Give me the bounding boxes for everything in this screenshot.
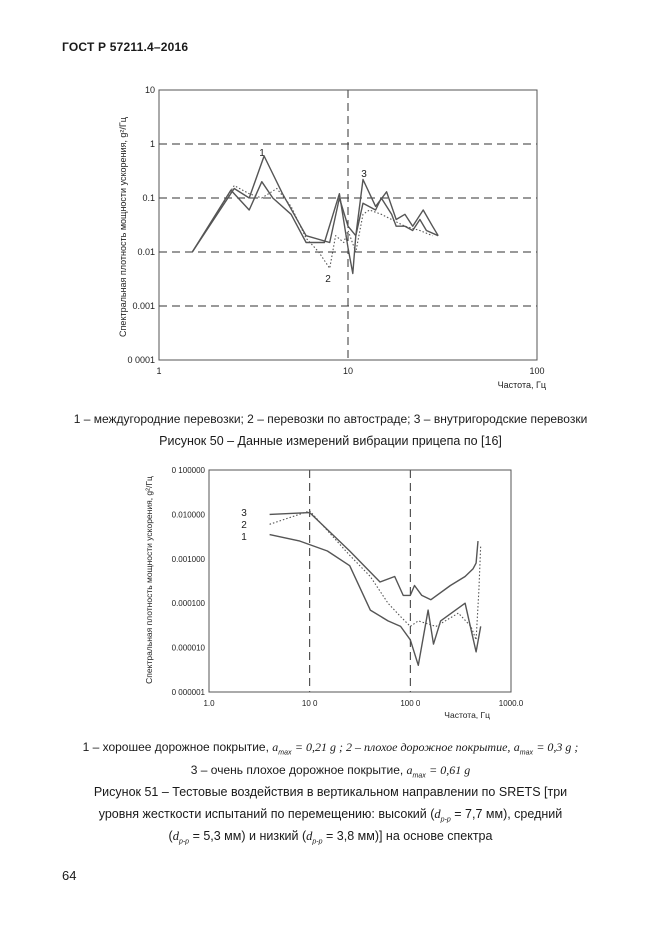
y-tick-label: 10 (144, 85, 155, 95)
legend-3-text: 3 – очень плохое дорожное покрытие, (190, 763, 404, 777)
series-1-line (270, 535, 481, 666)
figure-51-caption-line-2 (0, 807, 661, 824)
figure-51-chart (130, 462, 530, 724)
legend-2-value: = 0,3 g ; (536, 740, 579, 754)
y-tick-label: 0.1 (142, 193, 155, 203)
y-tick-label: 0 000001 (171, 688, 205, 697)
chart51-x-axis-label: Частота, Гц (444, 710, 490, 720)
caption-2-value: = 7,7 мм), средний (454, 807, 563, 821)
x-tick-label: 1 (156, 366, 162, 376)
figure-51-legend-line-1 (0, 740, 661, 756)
y-tick-label: 0.001 (132, 301, 155, 311)
x-tick-label: 1000.0 (498, 699, 524, 708)
caption-2-text: уровня жесткости испытаний по перемещению: высокий ( (98, 807, 435, 821)
chart51-series (270, 511, 481, 665)
caption-3-value: = 5,3 мм) и низкий ( (192, 829, 307, 843)
figure-51-caption-line-3 (0, 829, 661, 846)
y-tick-label: 0 100000 (171, 466, 205, 475)
y-tick-label: 1 (149, 139, 155, 149)
figure-51-caption-line-1: Рисунок 51 – Тестовые воздействия в вертикальном направлении по SRETS [три (93, 785, 568, 799)
legend-1-value: = 0,21 g ; 2 – плохое дорожное покрытие, (294, 740, 511, 754)
series-annotation-3: 3 (361, 169, 367, 180)
chart50-x-axis-label: Частота, Гц (497, 380, 546, 390)
legend-2-symbol-sub: max (519, 749, 533, 757)
chart51-plot-frame (209, 470, 511, 692)
series-annotation-3: 3 (241, 508, 247, 519)
figure-50-chart (100, 82, 560, 392)
series-annotation-1: 1 (259, 148, 265, 159)
y-tick-label: 0.010000 (171, 510, 205, 520)
y-tick-label: 0 0001 (127, 355, 155, 365)
caption-3-symbol-sub: p-p (178, 838, 190, 846)
y-tick-label: 0.000100 (171, 599, 205, 609)
legend-2-symbol: a (513, 740, 520, 754)
chart50-ticks (127, 85, 544, 376)
series-1-line (192, 156, 438, 252)
y-tick-label: 0.000010 (171, 643, 205, 653)
legend-1-symbol-sub: max (278, 749, 292, 757)
chart51-annotations (241, 508, 247, 543)
caption-2-symbol: d (434, 807, 441, 821)
legend-1-text: 1 – хорошее дорожное покрытие, (82, 740, 269, 754)
y-tick-label: 0.001000 (171, 554, 205, 564)
chart51-y-axis-label: Спектральная плотность мощности ускорения, g²/Гц (144, 476, 154, 684)
x-tick-label: 100 (529, 366, 545, 376)
document-header: ГОСТ Р 57211.4–2016 (62, 40, 189, 54)
caption-3-symbol-2: d (306, 829, 313, 843)
legend-3-symbol: a (406, 763, 413, 777)
chart50-y-axis-label: Спектральная плотность мощности ускорения, g²/Гц (118, 117, 128, 337)
caption-3-symbol: d (172, 829, 179, 843)
series-annotation-2: 2 (325, 274, 331, 285)
figure-50-legend-caption: 1 – междугородние перевозки; 2 – перевозки по автостраде; 3 – внутригородские перевозки (73, 412, 588, 426)
x-tick-label: 10 (342, 366, 354, 376)
figure-51-legend-line-2 (0, 763, 661, 779)
series-3-line (270, 513, 478, 600)
caption-2-symbol-sub: p-p (440, 816, 451, 824)
x-tick-label: 1.0 (203, 699, 215, 708)
series-2-line (270, 511, 481, 640)
chart51-grid (310, 470, 411, 692)
legend-3-value: = 0,61 g (429, 763, 471, 777)
series-annotation-1: 1 (241, 532, 247, 543)
caption-3-value-2: = 3,8 мм)] на основе спектра (326, 829, 493, 843)
series-annotation-2: 2 (241, 520, 247, 531)
figure-50-caption: Рисунок 50 – Данные измерений вибрации прицепа по [16] (159, 434, 502, 448)
caption-3-open: ( (168, 829, 173, 843)
chart50-series (192, 156, 438, 274)
x-tick-label: 10 0 (301, 699, 318, 708)
page-number: 64 (62, 868, 77, 883)
legend-1-symbol: a (272, 740, 279, 754)
x-tick-label: 100 0 (400, 699, 421, 708)
legend-3-symbol-sub: max (412, 772, 426, 780)
caption-3-symbol-sub-2: p-p (312, 838, 323, 846)
chart51-ticks (172, 466, 524, 708)
y-tick-label: 0.01 (137, 247, 155, 257)
